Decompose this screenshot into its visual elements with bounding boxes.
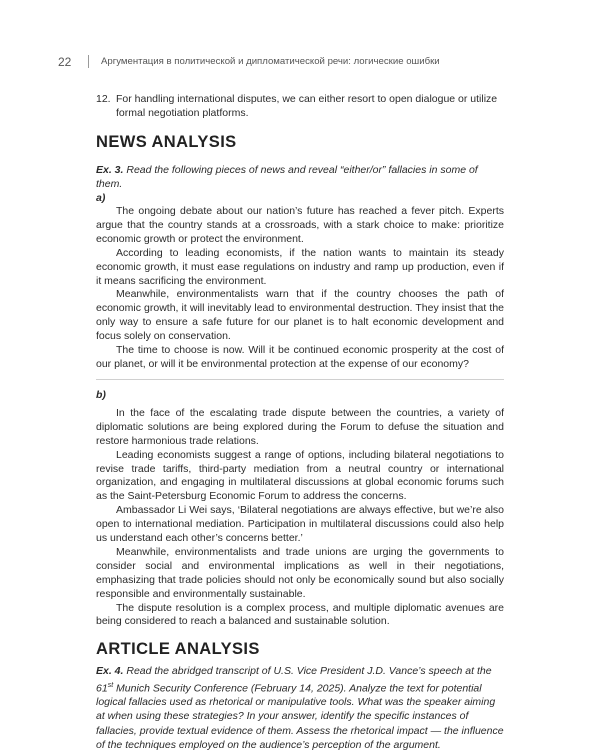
ordinal-suffix: st <box>107 681 114 689</box>
exercise-4-task <box>96 664 504 752</box>
running-title: Аргументация в политической и дипломатической речи: логические ошибки <box>101 56 440 67</box>
exercise-3-instruction: Read the following pieces of news and reveal “either/or” fallacies in some of them. <box>96 164 478 190</box>
part-a-paragraph: According to leading economists, if the nation wants to maintain its steady economic growth, it must ease regulations on industry and ramp up production, even if it means sacrificing the environment. <box>96 246 504 287</box>
part-b-paragraph: In the face of the escalating trade dispute between the countries, a variety of diplomatic solutions are being explored during the Forum to defuse the situation and restore harmonious trade relations. <box>96 406 504 447</box>
exercise-4-instruction-part2: Munich Security Conference (February 14, 2025). Analyze the text for potential logical fallacies used as rhetorical or manipulative tools. What was the speaker aiming at when using these strategies? In your answer, identify the specific instances of fallacies, provide textual evidence of them. Assess the rhetorical impact — the influence of the techniques employed on the audience’s perception of the argument. <box>96 682 504 751</box>
article-analysis-heading: ARTICLE ANALYSIS <box>96 640 260 659</box>
page-header <box>58 55 528 69</box>
section-divider <box>96 379 504 380</box>
list-item-text: For handling international disputes, we can either resort to open dialogue or utilize formal negotiation platforms. <box>116 93 498 119</box>
part-b-paragraph: Ambassador Li Wei says, ‘Bilateral negotiations are always effective, but we’re also open to international mediation. Participation in multilateral discussions could also help us understand each other’s concerns better.’ <box>96 504 504 545</box>
exercise-4-label: Ex. 4. <box>96 665 124 678</box>
header-divider <box>88 55 89 68</box>
part-b-paragraph: Leading economists suggest a range of options, including bilateral negotiations to revise trade tariffs, third-party mediation from a neutral country or international organization, and engaging in multilateral discussions at global economic forums such as the Saint-Petersburg Economic Forum to address the concerns. <box>96 448 504 503</box>
part-a-paragraph: Meanwhile, environmentalists warn that if the country chooses the path of economic growth, it will inevitably lead to environmental destruction. They insist that the only way to ensure a safe future for our planet is to halt economic development and focus solely on conservation. <box>96 288 504 343</box>
part-b-paragraph: Meanwhile, environmentalists and trade unions are urging the governments to consider social and environmental implications as well in their negotiations, emphasizing that trade policies should not only be economically sound but also socially responsible and environmentally sustainable. <box>96 545 504 600</box>
list-item-12 <box>96 92 504 120</box>
part-b-label: b) <box>96 388 106 401</box>
page-number: 22 <box>58 55 72 69</box>
part-a-paragraph: The time to choose is now. Will it be continued economic prosperity at the cost of our planet, or will it be environmental protection at the expense of our economy? <box>96 344 504 370</box>
part-a-label: a) <box>96 192 106 204</box>
part-b-paragraph: The dispute resolution is a complex process, and multiple diplomatic avenues are being considered to reach a balanced and sustainable solution. <box>96 601 504 628</box>
exercise-4-instruction-part1: Read the abridged transcript of U.S. Vice President J.D. Vance’s speech at the 61 <box>96 665 492 695</box>
exercise-3-label: Ex. 3. <box>96 164 124 176</box>
page-body <box>96 92 504 752</box>
part-a-paragraph: The ongoing debate about our nation’s future has reached a fever pitch. Experts argue that the country stands at a crossroads, with a stark choice to make: prioritize economic growth or protect the environment. <box>96 205 504 245</box>
news-analysis-heading: NEWS ANALYSIS <box>96 133 237 151</box>
exercise-3-task <box>96 163 504 191</box>
list-item-number: 12. <box>96 93 111 105</box>
